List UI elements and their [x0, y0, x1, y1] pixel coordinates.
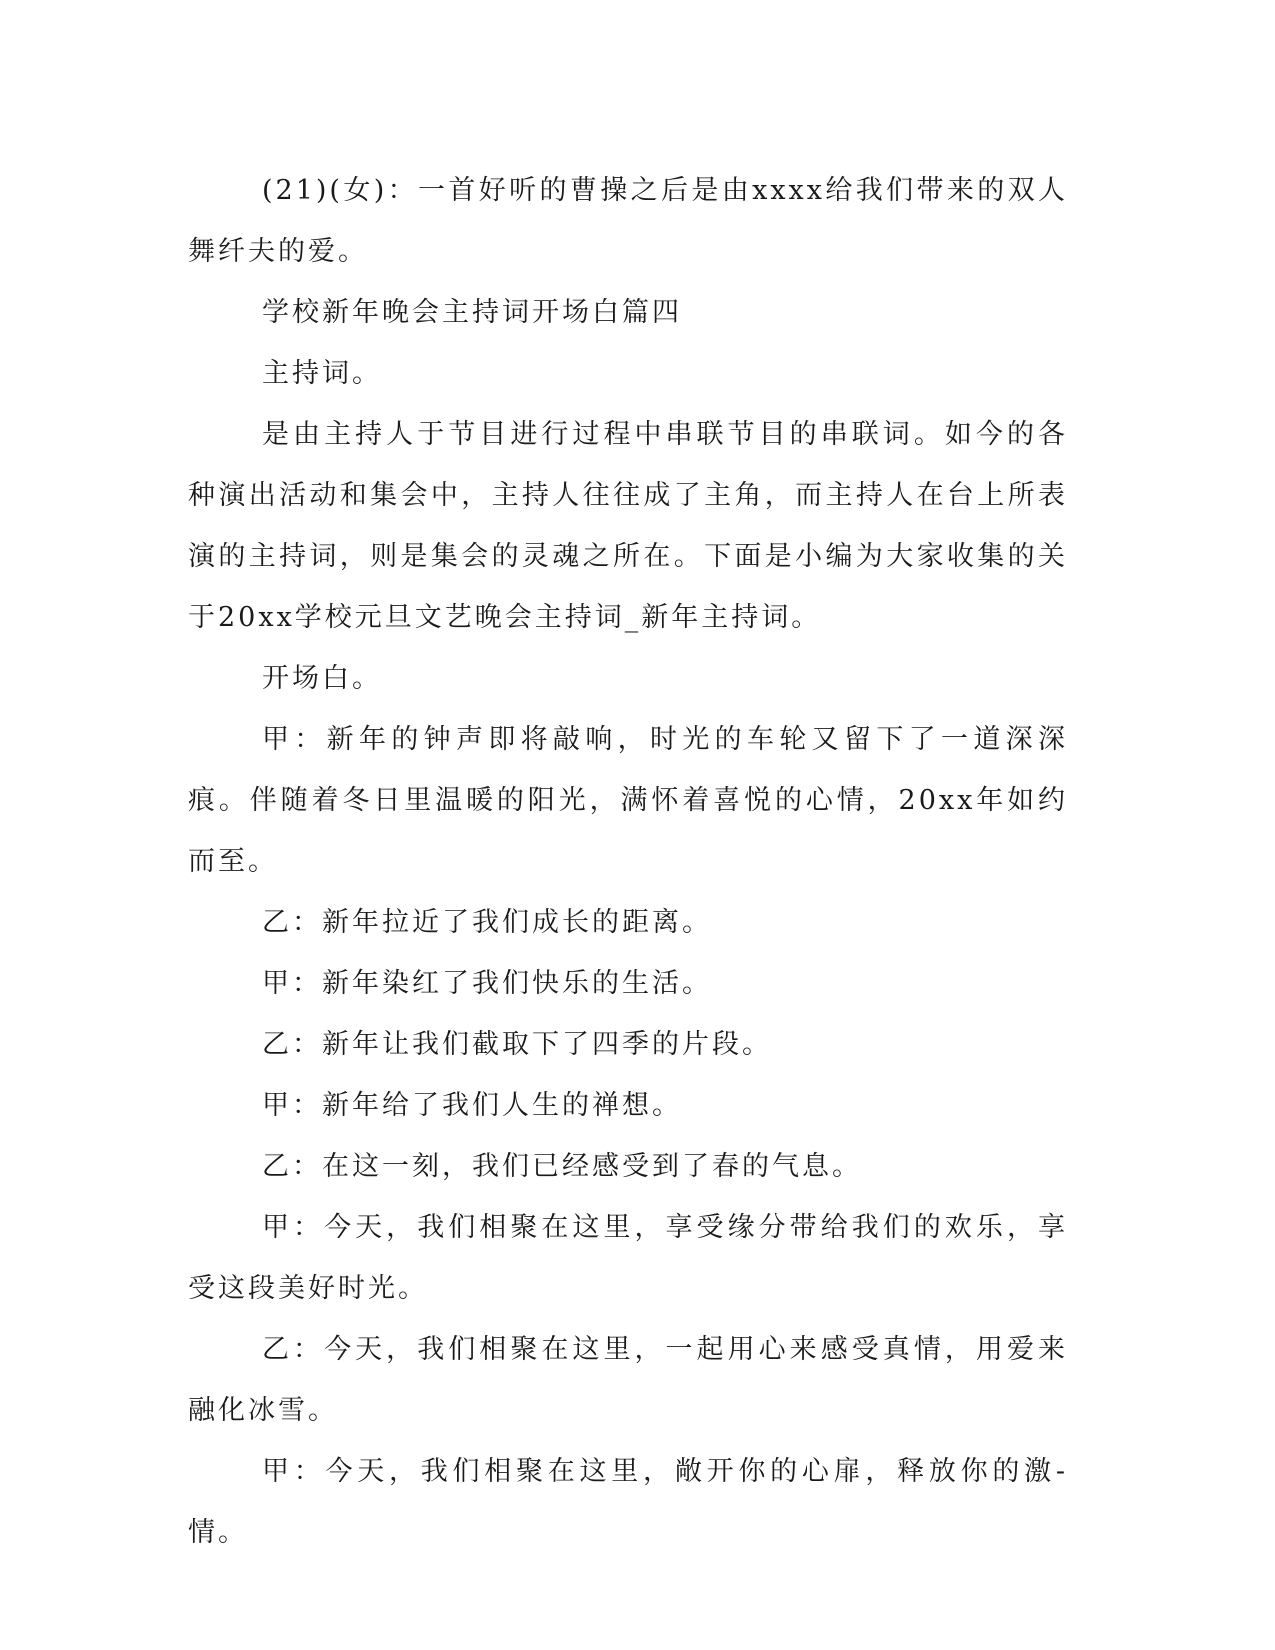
paragraph: (21)(女)：一首好听的曹操之后是由xxxx给我们带来的双人舞纤夫的爱。 — [188, 175, 1068, 267]
paragraph: 甲：新年给了我们人生的禅想。 — [262, 1090, 682, 1121]
paragraph: 开场白。 — [262, 663, 382, 694]
paragraph: 甲：新年染红了我们快乐的生活。 — [262, 968, 712, 999]
paragraph: 乙：新年让我们截取下了四季的片段。 — [262, 1029, 772, 1060]
paragraph: 甲：今天，我们相聚在这里，敞开你的心扉，释放你的激-情。 — [188, 1456, 1068, 1548]
paragraph: 是由主持人于节目进行过程中串联节目的串联词。如今的各种演出活动和集会中，主持人往往成了主角，而主持人在台上所表演的主持词，则是集会的灵魂之所在。下面是小编为大家收集的关于20xx学校元旦文艺晚会主持词_新年主持词。 — [188, 419, 1068, 633]
paragraph: 乙：在这一刻，我们已经感受到了春的气息。 — [262, 1151, 862, 1182]
section-heading: 学校新年晚会主持词开场白篇四 — [262, 297, 682, 328]
paragraph: 乙：新年拉近了我们成长的距离。 — [262, 907, 712, 938]
paragraph: 乙：今天，我们相聚在这里，一起用心来感受真情，用爱来融化冰雪。 — [188, 1334, 1068, 1426]
document-body — [188, 160, 1068, 1563]
paragraph: 甲：今天，我们相聚在这里，享受缘分带给我们的欢乐，享受这段美好时光。 — [188, 1212, 1068, 1304]
paragraph: 主持词。 — [262, 358, 382, 389]
paragraph: 甲：新年的钟声即将敲响，时光的车轮又留下了一道深深痕。伴随着冬日里温暖的阳光，满怀着喜悦的心情，20xx年如约而至。 — [188, 724, 1068, 877]
